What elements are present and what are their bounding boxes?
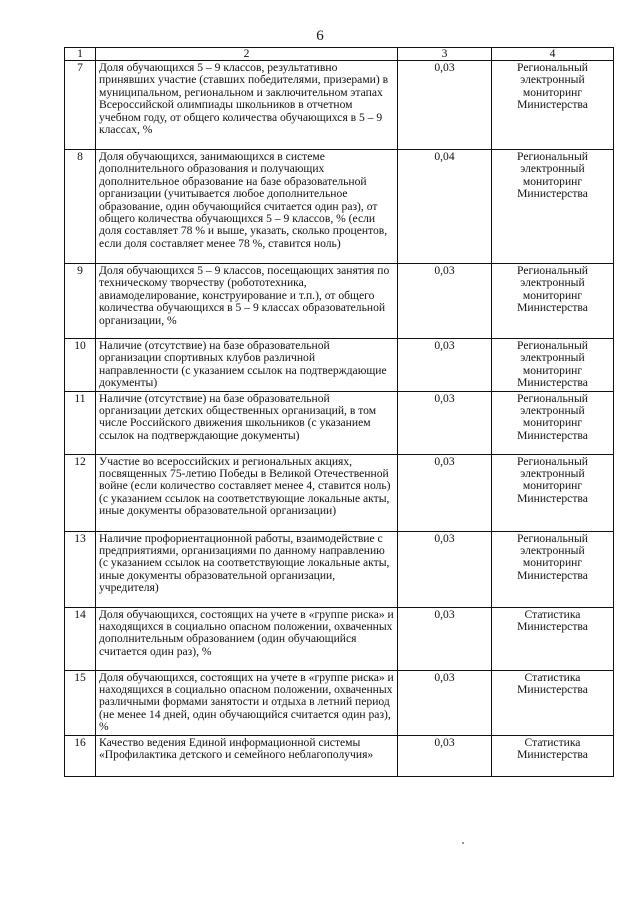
indicator-description: Доля обучающихся, состоящих на учете в «группе риска» и находящихся в социально опасном положении, охваченных различными формами занятости и отдыха в летний период (не менее 14 дней, один обучающийся считается один раз), % bbox=[96, 670, 398, 735]
scan-dot bbox=[462, 842, 464, 844]
indicator-weight: 0,03 bbox=[398, 339, 492, 392]
table-row bbox=[65, 531, 614, 607]
indicator-weight: 0,03 bbox=[398, 61, 492, 150]
indicator-description: Наличие (отсутствие) на базе образовательной организации детских общественных организаций, в том числе Российского движения школьников (с указанием ссылок на подтверждающие документы) bbox=[96, 391, 398, 454]
indicator-description: Доля обучающихся 5 – 9 классов, посещающих занятия по техническому творчеству (робототехника, авиамоделирование, конструирование и т.п.), от общего количества обучающихся в 5 – 9 классах образовательной организации, % bbox=[96, 264, 398, 339]
column-header-3: 3 bbox=[398, 48, 492, 61]
indicator-description: Наличие (отсутствие) на базе образовательной организации спортивных клубов различной направленности (с указанием ссылок на подтверждающие документы) bbox=[96, 339, 398, 392]
indicator-description: Качество ведения Единой информационной системы «Профилактика детского и семейного неблагополучия» bbox=[96, 735, 398, 776]
data-source: Региональный электронный мониторинг Министерства bbox=[492, 531, 614, 607]
row-number: 11 bbox=[65, 391, 96, 454]
data-source: Статистика Министерства bbox=[492, 607, 614, 670]
indicator-weight: 0,03 bbox=[398, 735, 492, 776]
indicator-description: Доля обучающихся 5 – 9 классов, результативно принявших участие (ставших победителями, призерами) в муниципальном, региональном и заключительном этапах Всероссийской олимпиады школьников в отчетном учебном году, от общего количества обучающихся в 5 – 9 классах, % bbox=[96, 61, 398, 150]
table-row bbox=[65, 670, 614, 735]
indicator-description: Наличие профориентационной работы, взаимодействие с предприятиями, организациями по данному направлению (с указанием ссылок на соответствующие локальные акты, иные документы образовательной организации, учредителя) bbox=[96, 531, 398, 607]
table-row bbox=[65, 61, 614, 150]
row-number: 7 bbox=[65, 61, 96, 150]
table-row bbox=[65, 150, 614, 264]
row-number: 16 bbox=[65, 735, 96, 776]
data-source: Статистика Министерства bbox=[492, 735, 614, 776]
row-number: 12 bbox=[65, 454, 96, 531]
table-row bbox=[65, 735, 614, 776]
indicator-description: Доля обучающихся, занимающихся в системе дополнительного образования и получающих дополнительное образование на базе образовательной организации (учитывается любое дополнительное образование, один обучающийся считается один раз), от общего количества обучающихся 5 – 9 классов, % (если доля составляет 78 % и выше, указать, сколько процентов, если доля составляет менее 78 %, ставится ноль) bbox=[96, 150, 398, 264]
criteria-table-body bbox=[65, 48, 614, 777]
page-number: 6 bbox=[316, 28, 324, 44]
data-source: Региональный электронный мониторинг Министерства bbox=[492, 454, 614, 531]
data-source: Региональный электронный мониторинг Министерства bbox=[492, 150, 614, 264]
table-header-row bbox=[65, 48, 614, 61]
table-row bbox=[65, 391, 614, 454]
criteria-table bbox=[64, 47, 614, 777]
data-source: Региональный электронный мониторинг Министерства bbox=[492, 391, 614, 454]
table-row bbox=[65, 339, 614, 392]
column-header-4: 4 bbox=[492, 48, 614, 61]
row-number: 10 bbox=[65, 339, 96, 392]
indicator-description: Доля обучающихся, состоящих на учете в «группе риска» и находящихся в социально опасном положении, охваченных дополнительным образованием (один обучающийся считается один раз), % bbox=[96, 607, 398, 670]
row-number: 15 bbox=[65, 670, 96, 735]
table-row bbox=[65, 454, 614, 531]
indicator-weight: 0,03 bbox=[398, 670, 492, 735]
indicator-weight: 0,03 bbox=[398, 607, 492, 670]
data-source: Статистика Министерства bbox=[492, 670, 614, 735]
indicator-description: Участие во всероссийских и региональных акциях, посвященных 75-летию Победы в Великой Отечественной войне (если количество составляет менее 4, ставится ноль) (с указанием ссылок на соответствующие локальные акты, иные документы образовательной организации) bbox=[96, 454, 398, 531]
indicator-weight: 0,03 bbox=[398, 264, 492, 339]
data-source: Региональный электронный мониторинг Министерства bbox=[492, 61, 614, 150]
data-source: Региональный электронный мониторинг Министерства bbox=[492, 339, 614, 392]
row-number: 13 bbox=[65, 531, 96, 607]
indicator-weight: 0,03 bbox=[398, 391, 492, 454]
column-header-2: 2 bbox=[96, 48, 398, 61]
data-source: Региональный электронный мониторинг Министерства bbox=[492, 264, 614, 339]
column-header-1: 1 bbox=[65, 48, 96, 61]
indicator-weight: 0,03 bbox=[398, 454, 492, 531]
row-number: 8 bbox=[65, 150, 96, 264]
row-number: 14 bbox=[65, 607, 96, 670]
row-number: 9 bbox=[65, 264, 96, 339]
indicator-weight: 0,03 bbox=[398, 531, 492, 607]
indicator-weight: 0,04 bbox=[398, 150, 492, 264]
table-row bbox=[65, 264, 614, 339]
table-row bbox=[65, 607, 614, 670]
